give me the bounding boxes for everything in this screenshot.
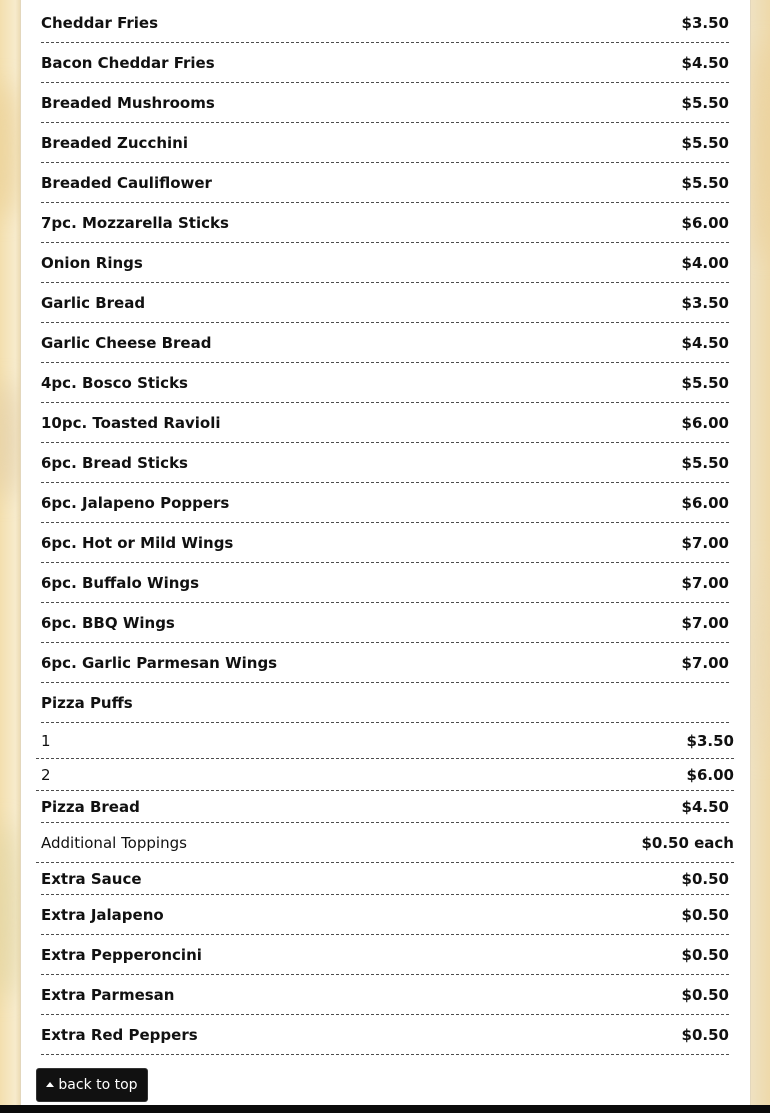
menu-item xyxy=(41,563,729,603)
menu-item-name: 6pc. Garlic Parmesan Wings xyxy=(41,653,278,672)
menu-item xyxy=(41,363,729,403)
footer-bar xyxy=(0,1105,770,1113)
menu-item-pizza-puffs xyxy=(41,683,729,723)
menu-item-price: $5.50 xyxy=(681,173,729,192)
menu-item-name: Pizza Bread xyxy=(41,797,140,816)
menu-item-price: $5.50 xyxy=(681,133,729,152)
menu-item-price: $4.50 xyxy=(681,53,729,72)
topping-item xyxy=(41,975,729,1015)
menu-item xyxy=(41,163,729,203)
menu-item-price: $5.50 xyxy=(681,373,729,392)
topping-price: $0.50 xyxy=(681,869,729,888)
menu-item-pizza-bread xyxy=(41,791,729,823)
menu-item xyxy=(41,403,729,443)
menu-item-name: Cheddar Fries xyxy=(41,13,159,32)
menu-item-price: $6.00 xyxy=(681,213,729,232)
menu-item xyxy=(41,43,729,83)
topping-item xyxy=(41,863,729,895)
topping-item xyxy=(41,935,729,975)
topping-name: Extra Parmesan xyxy=(41,985,175,1004)
menu-item xyxy=(41,443,729,483)
option-price: $6.00 xyxy=(686,765,734,784)
topping-price: $0.50 xyxy=(681,985,729,1004)
topping-name: Extra Pepperoncini xyxy=(41,945,202,964)
topping-name: Extra Sauce xyxy=(41,869,142,888)
background-texture xyxy=(752,560,770,760)
menu-item-name: Breaded Mushrooms xyxy=(41,93,215,112)
menu-item-name: Breaded Zucchini xyxy=(41,133,188,152)
background-texture xyxy=(0,80,20,220)
pizza-puffs-option xyxy=(36,759,734,791)
menu-item-name: 7pc. Mozzarella Sticks xyxy=(41,213,229,232)
menu-item-price: $5.50 xyxy=(681,453,729,472)
menu-item xyxy=(41,243,729,283)
menu-item-price: $4.50 xyxy=(681,333,729,352)
topping-item xyxy=(41,895,729,935)
menu-item xyxy=(41,603,729,643)
menu-item-name: Bacon Cheddar Fries xyxy=(41,53,215,72)
menu-item xyxy=(41,283,729,323)
option-quantity: 1 xyxy=(41,731,51,750)
pizza-puffs-option xyxy=(36,723,734,759)
menu-item-name: 4pc. Bosco Sticks xyxy=(41,373,188,392)
menu-item-price: $7.00 xyxy=(681,573,729,592)
menu-item-price: $3.50 xyxy=(681,13,729,32)
menu-item-price: $6.00 xyxy=(681,413,729,432)
back-to-top-label: back to top xyxy=(58,1077,138,1093)
menu-item-price: $4.00 xyxy=(681,253,729,272)
caret-up-icon xyxy=(46,1082,54,1087)
menu-item xyxy=(41,323,729,363)
menu-item-name: 6pc. Jalapeno Poppers xyxy=(41,493,230,512)
menu-item xyxy=(41,83,729,123)
menu-item xyxy=(41,3,729,43)
menu-item xyxy=(41,203,729,243)
menu-item xyxy=(41,123,729,163)
menu-item-name: 6pc. Buffalo Wings xyxy=(41,573,200,592)
back-to-top-button[interactable] xyxy=(36,1068,148,1102)
menu-item-name: 6pc. Hot or Mild Wings xyxy=(41,533,234,552)
menu-item-price: $7.00 xyxy=(681,533,729,552)
menu-item-name: Garlic Bread xyxy=(41,293,146,312)
menu-item-price: $6.00 xyxy=(681,493,729,512)
menu-item xyxy=(41,643,729,683)
topping-name: Extra Jalapeno xyxy=(41,905,164,924)
topping-item xyxy=(41,1015,729,1055)
topping-price: $0.50 xyxy=(681,1025,729,1044)
option-quantity: 2 xyxy=(41,765,51,784)
menu-item-price: $4.50 xyxy=(681,797,729,816)
additional-toppings-header xyxy=(36,823,734,863)
menu-panel xyxy=(20,0,751,1105)
menu-item-name: 6pc. BBQ Wings xyxy=(41,613,175,632)
menu-item-price: $3.50 xyxy=(681,293,729,312)
background-texture xyxy=(0,380,20,500)
menu-item-name: Breaded Cauliflower xyxy=(41,173,212,192)
background-texture xyxy=(0,820,20,1000)
menu-item xyxy=(41,483,729,523)
background-texture xyxy=(752,40,770,260)
topping-name: Extra Red Peppers xyxy=(41,1025,198,1044)
additional-toppings-label: Additional Toppings xyxy=(41,833,187,852)
menu-item-price: $7.00 xyxy=(681,653,729,672)
menu-item-name: 10pc. Toasted Ravioli xyxy=(41,413,221,432)
menu-item-name: Onion Rings xyxy=(41,253,143,272)
option-price: $3.50 xyxy=(686,731,734,750)
topping-price: $0.50 xyxy=(681,945,729,964)
menu-item-price: $5.50 xyxy=(681,93,729,112)
additional-toppings-price: $0.50 each xyxy=(641,833,734,852)
menu-item-name: 6pc. Bread Sticks xyxy=(41,453,188,472)
menu-item-price: $7.00 xyxy=(681,613,729,632)
menu-item-name: Pizza Puffs xyxy=(41,693,133,712)
topping-price: $0.50 xyxy=(681,905,729,924)
menu-item xyxy=(41,523,729,563)
menu-item-name: Garlic Cheese Bread xyxy=(41,333,212,352)
